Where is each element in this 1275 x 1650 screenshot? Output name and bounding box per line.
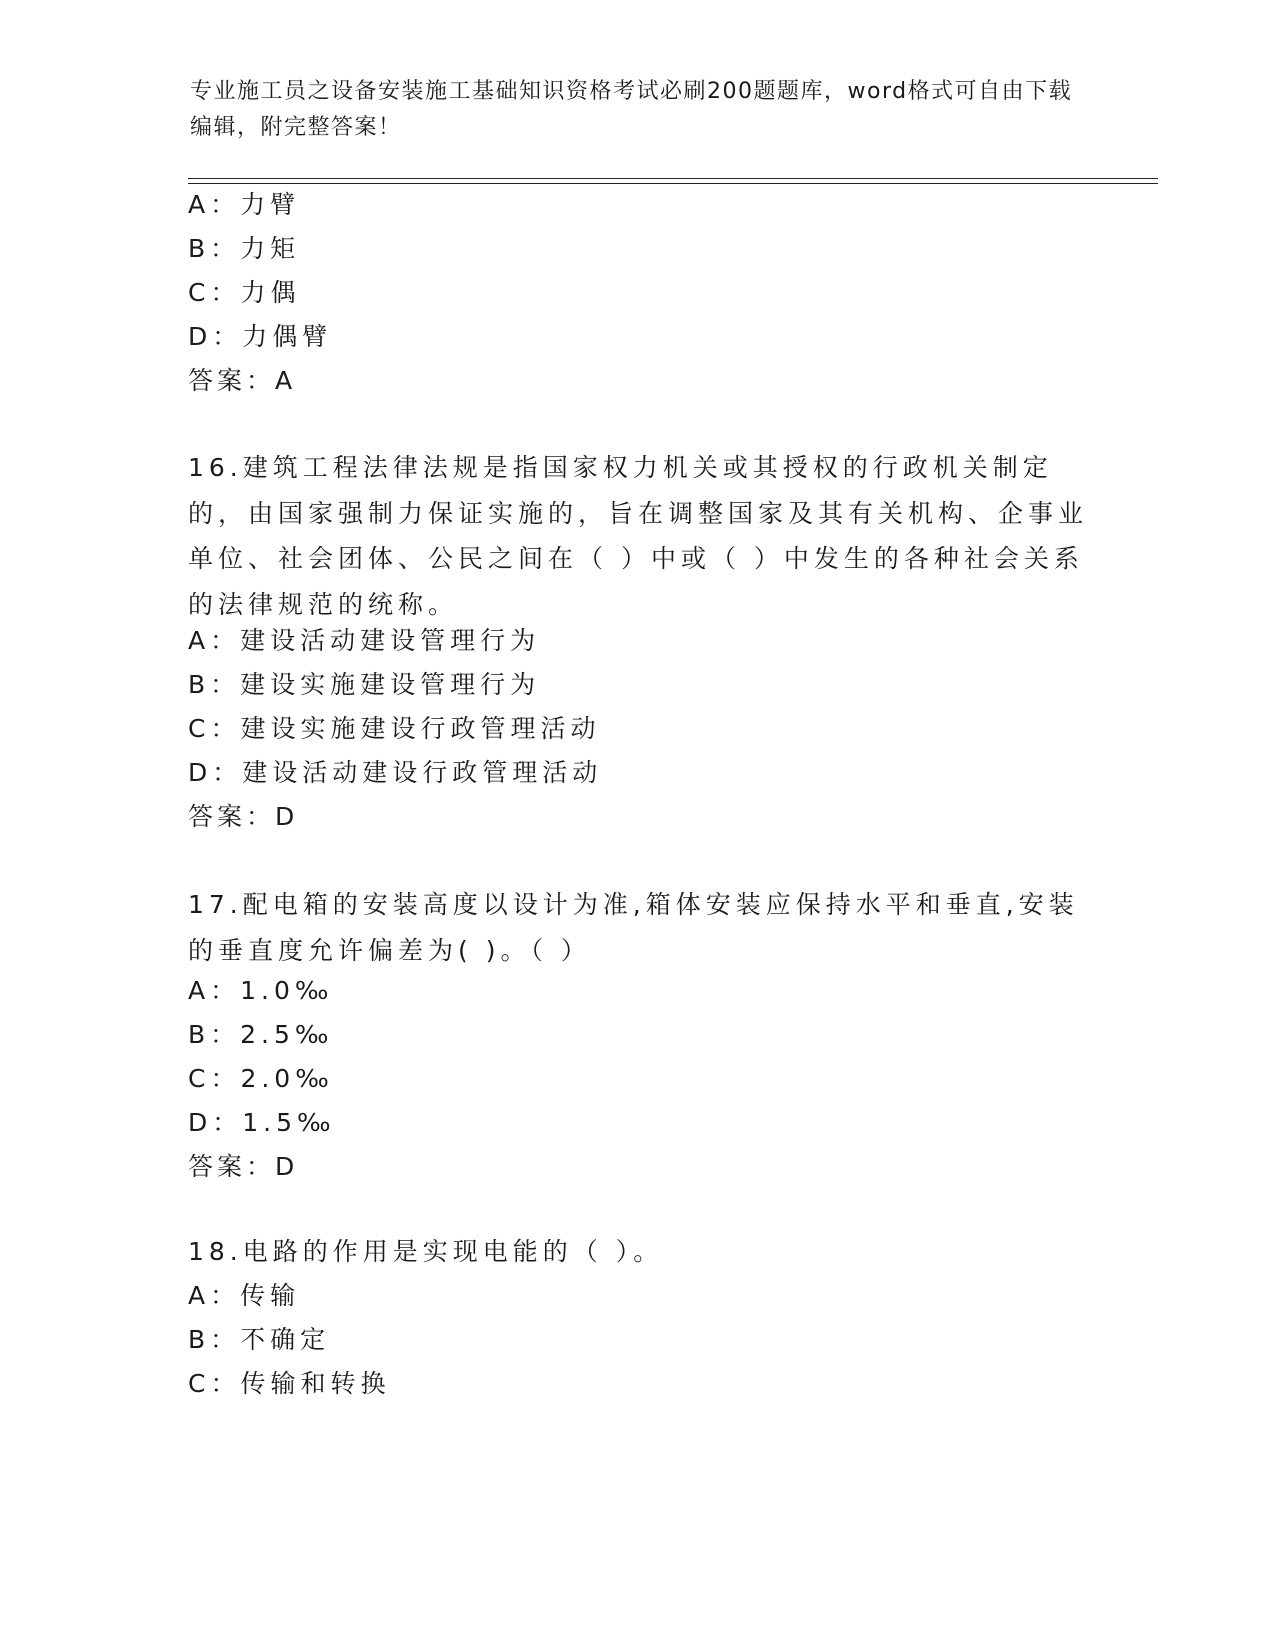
q17-question: 17.配电箱的安装高度以设计为准,箱体安装应保持水平和垂直,安装的垂直度允许偏差为( )。（ ） [188,890,1079,965]
q15-option-d: D：力偶臂 [188,322,333,351]
q18-option-c: C：传输和转换 [188,1369,391,1398]
q18-question: 18.电路的作用是实现电能的（ ）。 [188,1237,664,1266]
q17-option-c: C：2.0‰ [188,1064,334,1093]
q15-answer: 答案：A [188,366,297,395]
q17-option-d: D：1.5‰ [188,1108,336,1137]
q16-option-c: C：建设实施建设行政管理活动 [188,714,601,743]
q17-answer: 答案：D [188,1152,299,1181]
q16-option-a: A：建设活动建设管理行为 [188,626,541,655]
q15-option-c: C：力偶 [188,278,301,307]
q16-option-d: D：建设活动建设行政管理活动 [188,758,603,787]
header-divider-bottom [188,183,1158,184]
q15-option-a: A：力臂 [188,190,301,219]
q18-option-b: B：不确定 [188,1325,331,1354]
q15-option-b: B：力矩 [188,234,301,263]
q17-option-a: A：1.0‰ [188,976,334,1005]
q16-question: 16.建筑工程法律法规是指国家权力机关或其授权的行政机关制定的，由国家强制力保证实施的，旨在调整国家及其有关机构、企事业单位、社会团体、公民之间在（ ）中或（ ）中发生的各种社会关系的法律规范的统称。 [188,453,1089,619]
q16-answer: 答案：D [188,802,299,831]
document-header: 专业施工员之设备安装施工基础知识资格考试必刷200题题库，word格式可自由下载编辑，附完整答案！ [190,79,1073,140]
header-divider-top [188,178,1158,179]
q16-option-b: B：建设实施建设管理行为 [188,670,541,699]
q18-option-a: A：传输 [188,1281,301,1310]
q17-option-b: B：2.5‰ [188,1020,334,1049]
